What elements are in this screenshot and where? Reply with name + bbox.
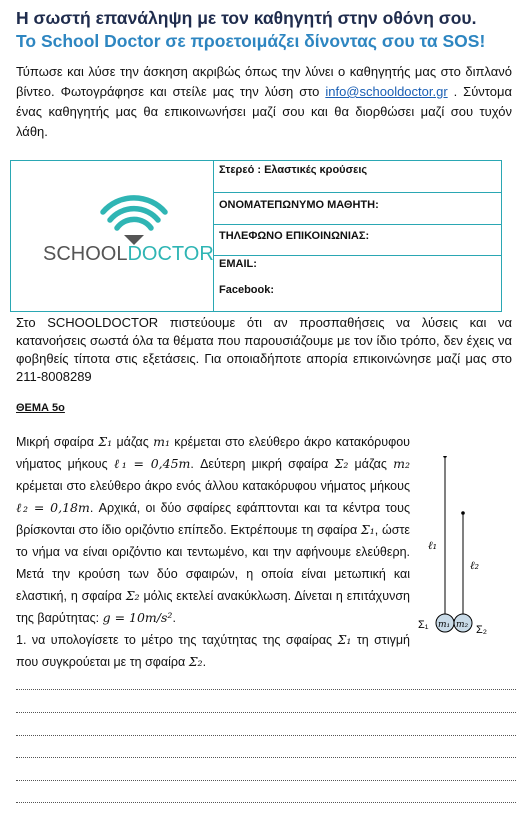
logo-doctor: DOCTOR xyxy=(127,243,214,265)
email-link[interactable]: info@schooldoctor.gr xyxy=(325,84,448,99)
answer-line[interactable] xyxy=(16,712,516,713)
heading-line-1: Η σωστή επανάληψη με τον καθηγητή στην οθόνη σου. xyxy=(16,8,477,28)
logo-school: SCHOOL xyxy=(43,243,128,265)
mass-2-label: m₂ xyxy=(456,620,469,630)
heading-line-2: Το School Doctor σε προετοιμάζει δίνοντας σου τα SOS! xyxy=(16,31,486,51)
student-name-field[interactable]: ΟΝΟΜΑΤΕΠΩΝΥΜΟ ΜΑΘΗΤΗ: xyxy=(214,193,501,225)
problem-text: Μικρή σφαίρα Σ₁ μάζας m₁ κρέμεται στο ελεύθερο άκρο κατακόρυφου νήματος μήκους ℓ₁ = 0,45m. Δεύτερη μικρή σφαίρα Σ₂ μάζας m₂ κρέμεται στο ελεύθερο άκρο ενός άλλου κατακόρυφου νήματος μήκους ℓ₂ = 0,18m. Αρχικά, οι δύο σφαίρες εφάπτονται και τα κέντρα τους βρίσκονται στο ίδιο οριζόντιο επίπεδο. Εκτρέπουμε τη σφαίρα Σ₁, ώστε το νήμα να είναι οριζόντιο και τεντωμένο, και την αφήνουμε ελεύθερη. Μετά την κρούση των δύο σφαιρών, η οποία είναι μετωπική και ελαστική, η σφαίρα Σ₂ μόλις εκτελεί ανακύκλωση. Δίνεται η επιτάχυνση της βαρύτητας: g = 10m/s². 1. να υπολογίσετε το μέτρο της ταχύτητας της σφαίρας Σ₁ τη στιγμή που συγκρούεται με τη σφαίρα Σ₂. xyxy=(16,434,411,669)
intro-text-before: Τύπωσε και λύσε την άσκηση ακριβώς όπως την λύνει ο καθηγητής μας στο διπλανό βίντεο. Φωτογράφησε και στείλε μας την λύση στο xyxy=(16,64,512,99)
phone-field[interactable]: ΤΗΛΕΦΩΝΟ ΕΠΙΚΟΙΝΩΝΙΑΣ: xyxy=(214,225,501,256)
answer-line[interactable] xyxy=(16,689,516,690)
intro-paragraph xyxy=(16,62,512,142)
info-paragraph: Στο SCHOOLDOCTOR πιστεύουμε ότι αν προσπαθήσεις να λύσεις και να κατανοήσεις σωστά όλα τα θέματα που παρουσιάζουμε με τον ίδιο τρόπο, δεν έχεις να φοβηθείς τίποτα στις εξετάσεις. Για οποιαδήποτε απορία επικοινώνησε μαζί μας στο 211-8008289 xyxy=(16,315,512,384)
subject-field: Στερεό : Ελαστικές κρούσεις xyxy=(214,161,501,193)
email-field[interactable]: EMAIL: xyxy=(219,258,257,270)
answer-line[interactable] xyxy=(16,802,516,803)
length-2-label: ℓ₂ xyxy=(470,559,479,572)
question-1: 1. να υπολογίσετε το μέτρο της ταχύτητας της σφαίρας Σ₁ τη στιγμή που συγκρούεται με τη σφαίρα Σ₂. xyxy=(16,632,411,669)
facebook-field[interactable]: Facebook: xyxy=(219,284,275,296)
theme-title: ΘΕΜΑ 5ο xyxy=(16,402,65,414)
info-fields xyxy=(214,161,501,311)
answer-line[interactable] xyxy=(16,735,516,736)
pendulum-figure xyxy=(412,456,520,646)
wifi-logo-icon xyxy=(11,161,213,311)
sigma-1-label: Σ₁ xyxy=(418,619,429,631)
answer-line[interactable] xyxy=(16,780,516,781)
length-1-label: ℓ₁ xyxy=(428,539,437,552)
answer-line[interactable] xyxy=(16,757,516,758)
mass-1-label: m₁ xyxy=(438,620,451,630)
logo-wordmark xyxy=(43,243,214,266)
sigma-2-label: Σ₂ xyxy=(476,624,488,636)
student-info-box xyxy=(10,160,502,312)
intro-text-after: . Σύντομα ένας καθηγητής μας θα επικοινωνήσει μαζί σου και θα διορθώσει μαζί σου τυχόν λάθη. xyxy=(16,84,512,139)
logo-cell xyxy=(11,161,214,311)
